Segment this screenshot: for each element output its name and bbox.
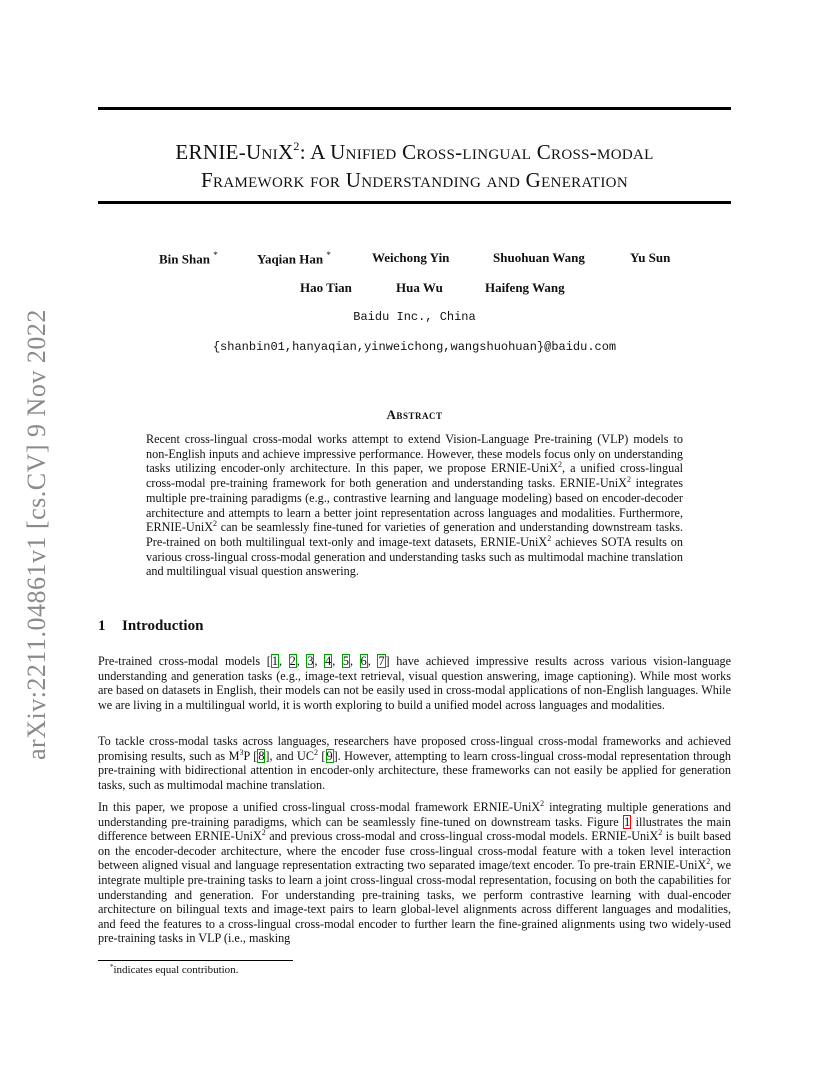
- figure-link[interactable]: 1: [624, 814, 631, 829]
- citation-link[interactable]: 8: [258, 748, 265, 763]
- author-name: Hao Tian: [300, 280, 352, 295]
- citation-link[interactable]: 1: [271, 654, 278, 668]
- citation-link[interactable]: 9: [326, 748, 333, 763]
- citation-link[interactable]: 7: [378, 654, 385, 668]
- paper-title: ERNIE-UniX$^2$: A Unified Cross-lingual Cross-modal Framework for Understanding and Generation: [175, 139, 654, 192]
- intro-paragraph-1: Pre-trained cross-modal models [1, 2, 3, 4, 5, 6, 7] have achieved impressive results across various vision-language understanding and generation tasks (e.g., image-text retrieval, visual question answering, image captioning). While most works are based on datasets in English, their models can not be easily used in cross-modal applications of non-English languages. While we are living in a multilingual world, it is worth exploring to build a unified model across languages and modalities.: [98, 654, 732, 712]
- author-name: Haifeng Wang: [485, 280, 565, 295]
- citation-link[interactable]: 2: [289, 654, 296, 668]
- author-name: Hua Wu: [396, 280, 443, 295]
- footnote: *indicates equal contribution.: [110, 963, 239, 976]
- title-rule-top: [98, 107, 731, 110]
- intro-paragraph-3: In this paper, we propose a unified cross-lingual cross-modal framework ERNIE-UniX$^2$ integrating multiple generations and understanding pre-training paradigms, which can be seamlessly fine-tuned on downstream tasks. Figure 1 illustrates the main difference between ERNIE-UniX$^2$ and previous cross-modal and cross-lingual cross-modal models. ERNIE-UniX$^2$ is built based on the encoder-decoder architecture, where the encoder fuse cross-lingual cross-modal feature with a token level interaction between aligned visual and language representation extracting two separated image/text encoder. To pre-train ERNIE-UniX$^2$, we integrate multiple pre-training tasks to learn a joint cross-lingual cross-modal representation, focusing on both the capabilities for understanding and generation. For understanding pre-training tasks, we perform contrastive learning with dual-encoder architecture on bilingual texts and image-text pairs to learn global-level alignments across different languages and modalities, and feed the features to a cross-lingual cross-modal encoder to further learn the fine-grained alignments using two widely-used pre-training tasks in VLP (i.e., masking: [98, 799, 732, 946]
- citation-link[interactable]: 3: [307, 654, 314, 668]
- citation-link[interactable]: 4: [325, 654, 332, 668]
- arxiv-stamp: arXiv:2211.04861v1 [cs.CV] 9 Nov 2022: [22, 309, 51, 760]
- footnote-rule: [98, 960, 293, 961]
- section-heading: 1 Introduction: [98, 618, 204, 634]
- title-rule-bottom: [98, 201, 731, 204]
- citation-link[interactable]: 6: [360, 654, 367, 668]
- affiliation: Baidu Inc., China: [353, 310, 476, 324]
- author-name: Weichong Yin: [372, 250, 450, 265]
- abstract-body: Recent cross-lingual cross-modal works attempt to extend Vision-Language Pre-training (VLP) models to non-English inputs and achieve impressive performance. However, these models focus only on understanding tasks utilizing encoder-only architecture. In this paper, we propose ERNIE-UniX$^2$, a unified cross-lingual cross-modal pre-training framework for both generation and understanding tasks. ERNIE-UniX$^2$ integrates multiple pre-training paradigms (e.g., contrastive learning and language modeling) based on encoder-decoder architecture and attempts to learn a better joint representation across languages and modalities. Furthermore, ERNIE-UniX$^2$ can be seamlessly fine-tuned for varieties of generation and understanding downstream tasks. Pre-trained on both multilingual text-only and image-text datasets, ERNIE-UniX$^2$ achieves SOTA results on various cross-lingual cross-modal generation and understanding tasks such as multimodal machine translation and multilingual visual question answering.: [146, 432, 683, 579]
- author-name: Yu Sun: [630, 250, 671, 265]
- author-name: Shuohuan Wang: [493, 250, 585, 265]
- abstract-heading: Abstract: [386, 407, 443, 422]
- author-name: Bin Shan *: [159, 250, 218, 267]
- citation-link[interactable]: 5: [342, 654, 349, 668]
- intro-paragraph-2: To tackle cross-modal tasks across languages, researchers have proposed cross-lingual cross-modal frameworks and achieved promising results, such as $M^3P$ [8], and $UC^2$ [9]. However, attempting to learn cross-lingual cross-modal representation through pre-training with bidirectional attention in encoder-only architecture, these frameworks can not easily be applied for generation tasks, such as multimodal machine translation.: [98, 734, 732, 792]
- author-emails: {shanbin01,hanyaqian,yinweichong,wangshuohuan}@baidu.com: [212, 340, 617, 354]
- author-name: Yaqian Han *: [257, 250, 331, 267]
